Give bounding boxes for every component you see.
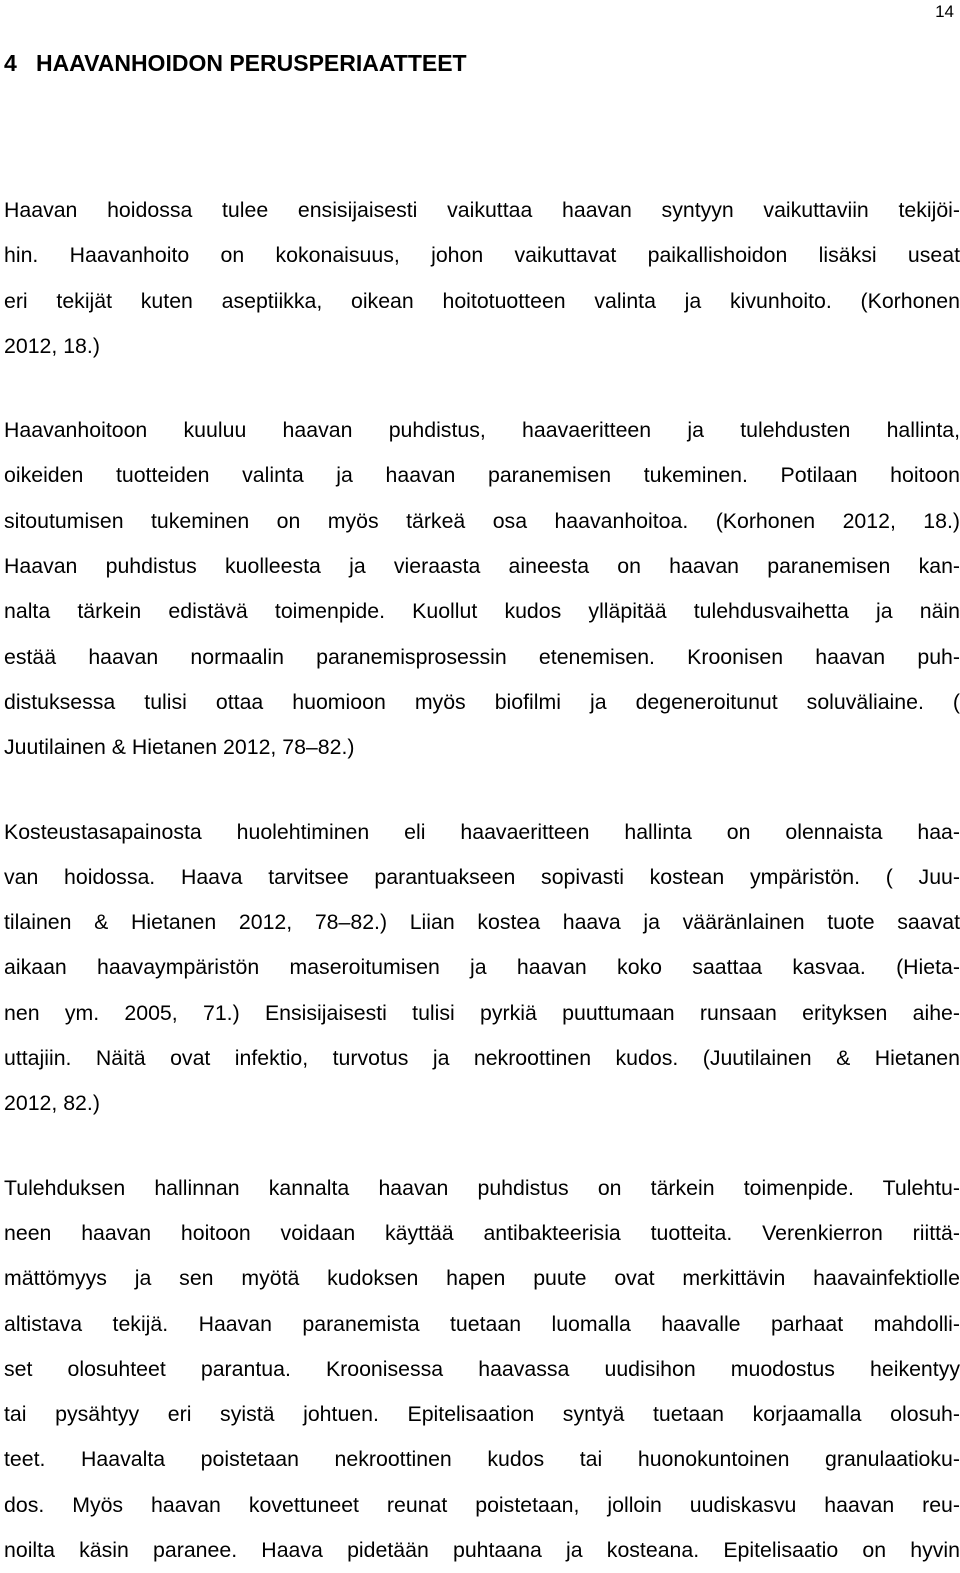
text-line: Haavan puhdistus kuolleesta ja vieraasta aineesta on haavan paranemisen kan-	[4, 554, 960, 579]
text-line: estää haavan normaalin paranemisprosessin etenemisen. Kroonisen haavan puh-	[4, 644, 960, 669]
text-line: mättömyys ja sen myötä kudoksen hapen puute ovat merkittävin haavainfektiolle	[4, 1266, 960, 1291]
text-line: set olosuhteet parantua. Kroonisessa haavassa uudisihon muodostus heikentyy	[4, 1356, 960, 1381]
text-line: tilainen & Hietanen 2012, 78–82.) Liian kostea haava ja vääränlainen tuote saavat	[4, 910, 960, 935]
text-line: tai pysähtyy eri syistä johtuen. Epitelisaation syntyä tuetaan korjaamalla olosuh-	[4, 1402, 960, 1427]
text-line: dos. Myös haavan kovettuneet reunat poistetaan, jolloin uudiskasvu haavan reu-	[4, 1492, 960, 1517]
text-line: aikaan haavaympäristön maseroitumisen ja haavan koko saattaa kasvaa. (Hieta-	[4, 955, 960, 980]
text-line: 2012, 82.)	[4, 1091, 100, 1116]
paragraph	[4, 408, 960, 770]
paragraph	[4, 1166, 960, 1573]
text-line: Kosteustasapainosta huolehtiminen eli haavaeritteen hallinta on olennaista haa-	[4, 819, 960, 844]
text-line: nalta tärkein edistävä toimenpide. Kuollut kudos ylläpitää tulehdusvaihetta ja näin	[4, 599, 960, 624]
text-line: hin. Haavanhoito on kokonaisuus, johon vaikuttavat paikallishoidon lisäksi useat	[4, 243, 960, 268]
paragraph	[4, 810, 960, 1127]
text-line: Juutilainen & Hietanen 2012, 78–82.)	[4, 735, 355, 760]
text-line: teet. Haavalta poistetaan nekroottinen kudos tai huonokuntoinen granulaatioku-	[4, 1447, 960, 1472]
text-line: uttajiin. Näitä ovat infektio, turvotus ja nekroottinen kudos. (Juutilainen & Hietanen	[4, 1046, 960, 1071]
text-line: altistava tekijä. Haavan paranemista tuetaan luomalla haavalle parhaat mahdolli-	[4, 1311, 960, 1336]
text-line: noilta käsin paranee. Haava pidetään puhtaana ja kosteana. Epitelisaatio on hyvin	[4, 1538, 960, 1563]
text-line: nen ym. 2005, 71.) Ensisijaisesti tulisi pyrkiä puuttumaan runsaan erityksen aihe-	[4, 1000, 960, 1025]
text-line: sitoutumisen tukeminen on myös tärkeä osa haavanhoitoa. (Korhonen 2012, 18.)	[4, 508, 960, 533]
text-line: Tulehduksen hallinnan kannalta haavan puhdistus on tärkein toimenpide. Tulehtu-	[4, 1175, 960, 1200]
text-line: neen haavan hoitoon voidaan käyttää antibakteerisia tuotteita. Verenkierron riittä-	[4, 1220, 960, 1245]
text-line: eri tekijät kuten aseptiikka, oikean hoitotuotteen valinta ja kivunhoito. (Korhonen	[4, 288, 960, 313]
text-line: oikeiden tuotteiden valinta ja haavan paranemisen tukeminen. Potilaan hoitoon	[4, 463, 960, 488]
page-number: 14	[935, 2, 954, 21]
text-line: Haavan hoidossa tulee ensisijaisesti vaikuttaa haavan syntyyn vaikuttaviin tekijöi-	[4, 198, 960, 222]
section-heading	[4, 50, 467, 77]
text-line: van hoidossa. Haava tarvitsee parantuakseen sopivasti kostean ympäristön. ( Juu-	[4, 864, 960, 889]
text-line: distuksessa tulisi ottaa huomioon myös biofilmi ja degeneroitunut soluväliaine. (	[4, 689, 960, 714]
section-heading-text: 4 HAAVANHOIDON PERUSPERIAATTEET	[4, 50, 467, 76]
text-line: 2012, 18.)	[4, 333, 100, 358]
text-line: Haavanhoitoon kuuluu haavan puhdistus, haavaeritteen ja tulehdusten hallinta,	[4, 418, 960, 443]
paragraph	[4, 188, 960, 369]
body-text	[4, 188, 960, 1573]
